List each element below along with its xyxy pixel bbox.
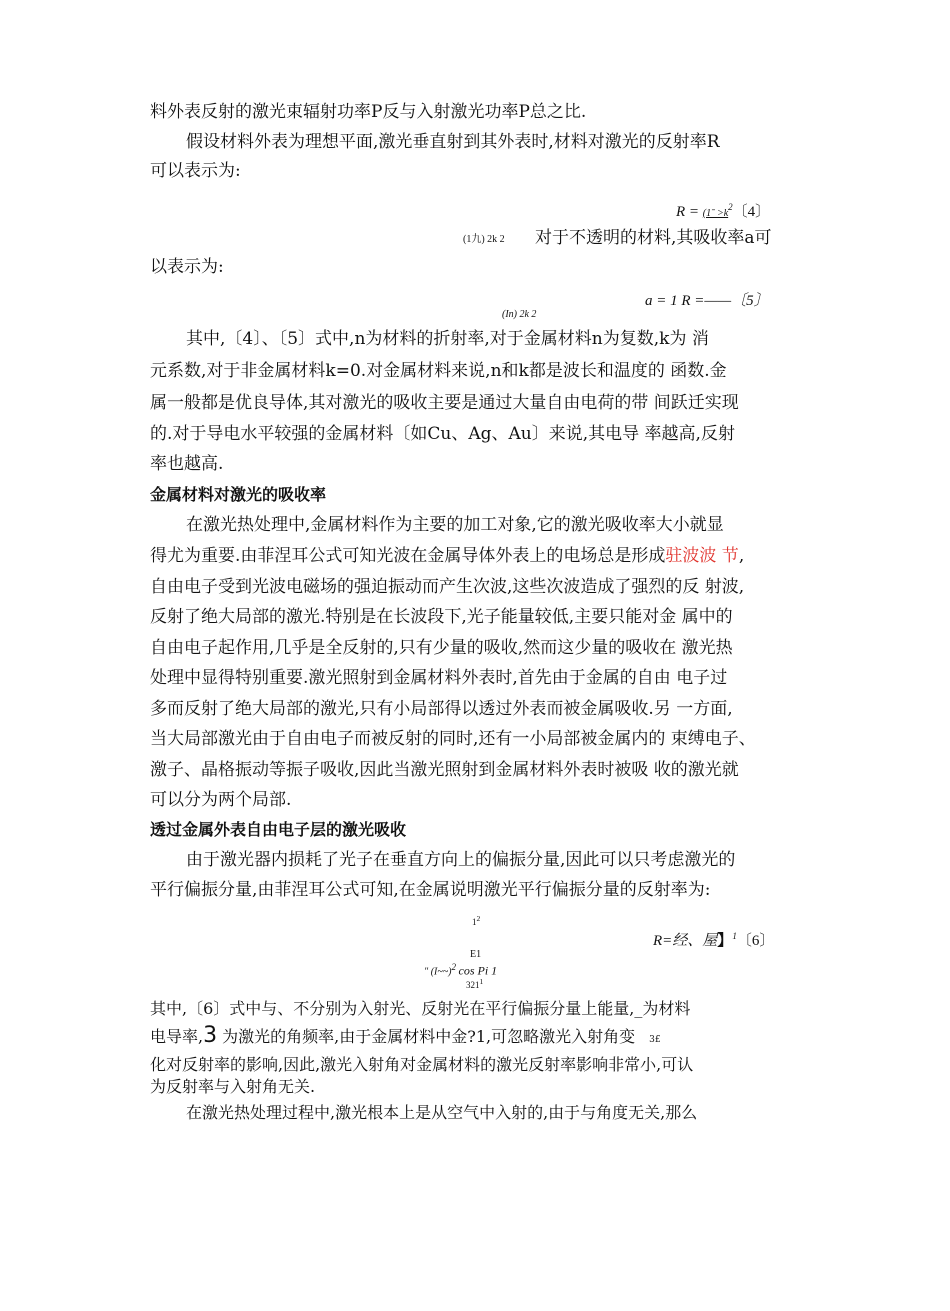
text-line: 其中,〔4〕、〔5〕式中,n为材料的折射率,对于金属材料n为复数,k为 消: [186, 329, 709, 349]
text-line: 平行偏振分量,由菲涅耳公式可知,在金属说明激光平行偏振分量的反射率为:: [150, 880, 711, 900]
equation-5: a = 1 R =——〔5〕: [645, 293, 769, 309]
eq6-tag: 〔6〕: [736, 933, 775, 949]
eq4-tag: 〔4〕: [732, 204, 771, 220]
margin-note: 3£: [649, 1035, 661, 1045]
section-heading: 金属材料对激光的吸收率: [150, 485, 327, 504]
text-line: 由于激光器内损耗了光子在垂直方向上的偏振分量,因此可以只考虑激光的: [186, 850, 736, 870]
text-line: 自由电子受到光波电磁场的强迫振动而产生次波,这些次波造成了强烈的反 射波,: [150, 577, 745, 597]
text-line: 可以分为两个局部.: [150, 790, 292, 810]
text-span: 为激光的角频率,由于金属材料中金?1,可忽略激光入射角变: [217, 1027, 636, 1046]
text-line: [150, 543, 810, 569]
text-line: 元系数,对于非金属材料k=0.对金属材料来说,n和k都是波长和温度的 函数.金: [150, 361, 727, 381]
text-line: 可以表示为:: [150, 161, 241, 181]
eq5-denominator: (In) 2k 2: [502, 309, 537, 320]
eq4-numerator: (1ˉ >k: [702, 208, 729, 219]
eq6-below: [466, 977, 483, 990]
text-line: 化对反射率的影响,因此,激光入射角对金属材料的激光反射率影响非常小,可认: [150, 1055, 694, 1074]
text-line: 多而反射了绝大局部的激光,只有小局部得以透过外表而被金属吸收.另 一方面,: [150, 699, 733, 719]
eq6-main: R=经、屋: [653, 933, 718, 949]
text-line: 为反射率与入射角无关.: [150, 1077, 316, 1096]
text-line: 其中,〔6〕式中与、不分别为入射光、反射光在平行偏振分量上能量,_为材料: [150, 999, 691, 1018]
text-line: 在激光热处理过程中,激光根本上是从空气中入射的,由于与角度无关,那么: [186, 1103, 698, 1122]
eq6-cos: cos Pi 1: [458, 963, 498, 978]
text-line: 反射了绝大局部的激光.特别是在长波段下,光子能量较低,主要只能对金 属中的: [150, 607, 733, 627]
eq4-sup: 2: [728, 202, 733, 212]
eq6-sup: 1: [732, 931, 737, 941]
text-line: 自由电子起作用,几乎是全反射的,只有少量的吸收,然而这少量的吸收在 激光热: [150, 638, 733, 658]
text-line: 料外表反射的激光束辐射功率P反与入射激光功率P总之比.: [150, 102, 587, 122]
eq6-left: [424, 962, 497, 978]
eq4-lhs: R =: [676, 204, 700, 220]
highlighted-term: 驻波波 节: [665, 546, 739, 566]
text-line: 激子、晶格振动等振子吸收,因此当激光照射到金属材料外表时被吸 收的激光就: [150, 760, 739, 780]
eq6-top-sup: 2: [476, 914, 481, 923]
eq6-bracket: 】: [717, 933, 733, 949]
eq6-left-sup: 2: [451, 962, 457, 972]
equation-4: [676, 200, 770, 221]
text-line: 以表示为:: [150, 257, 224, 277]
text-line: 处理中显得特别重要.激光照射到金属材料外表时,首先由于金属的自由 电子过: [150, 668, 728, 688]
text-line: [150, 1025, 810, 1051]
section-heading: 透过金属外表自由电子层的激光吸收: [150, 820, 407, 839]
eq6-left-text: " (I~~): [424, 966, 452, 978]
large-glyph: 3: [203, 1023, 218, 1048]
eq6-top: [472, 914, 480, 927]
eq4-denom-text: (1九) 2k: [463, 234, 498, 245]
eq4-denom-sub: 2: [499, 234, 505, 245]
eq4-denominator: [463, 230, 505, 245]
eq6-top-text: 1: [472, 917, 477, 927]
text-line: 假设材料外表为理想平面,激光垂直射到其外表时,材料对激光的反射率R: [186, 132, 720, 152]
text-span: 电导率,: [150, 1027, 204, 1046]
equation-6: [653, 929, 774, 950]
eq6-e1: E1: [470, 949, 482, 960]
text-line: 当大局部激光由于自由电子而被反射的同时,还有一小局部被金属内的 束缚电子、: [150, 729, 756, 749]
text-line: 对于不透明的材料,其吸收率a可: [535, 228, 772, 248]
eq6-below-sup: 1: [479, 977, 484, 986]
text-line: 的.对于导电水平较强的金属材料〔如Cu、Ag、Au〕来说,其电导 率越高,反射: [150, 424, 735, 444]
text-line: 在激光热处理中,金属材料作为主要的加工对象,它的激光吸收率大小就显: [186, 515, 724, 535]
text-line: 属一般都是优良导体,其对激光的吸收主要是通过大量自由电荷的带 间跃迁实现: [150, 393, 739, 413]
text-line: 率也越高.: [150, 454, 224, 474]
text-span: 得尤为重要.由菲涅耳公式可知光波在金属导体外表上的电场总是形成: [150, 546, 666, 566]
text-span: ,: [738, 546, 745, 566]
eq6-below-text: 321: [466, 980, 480, 990]
